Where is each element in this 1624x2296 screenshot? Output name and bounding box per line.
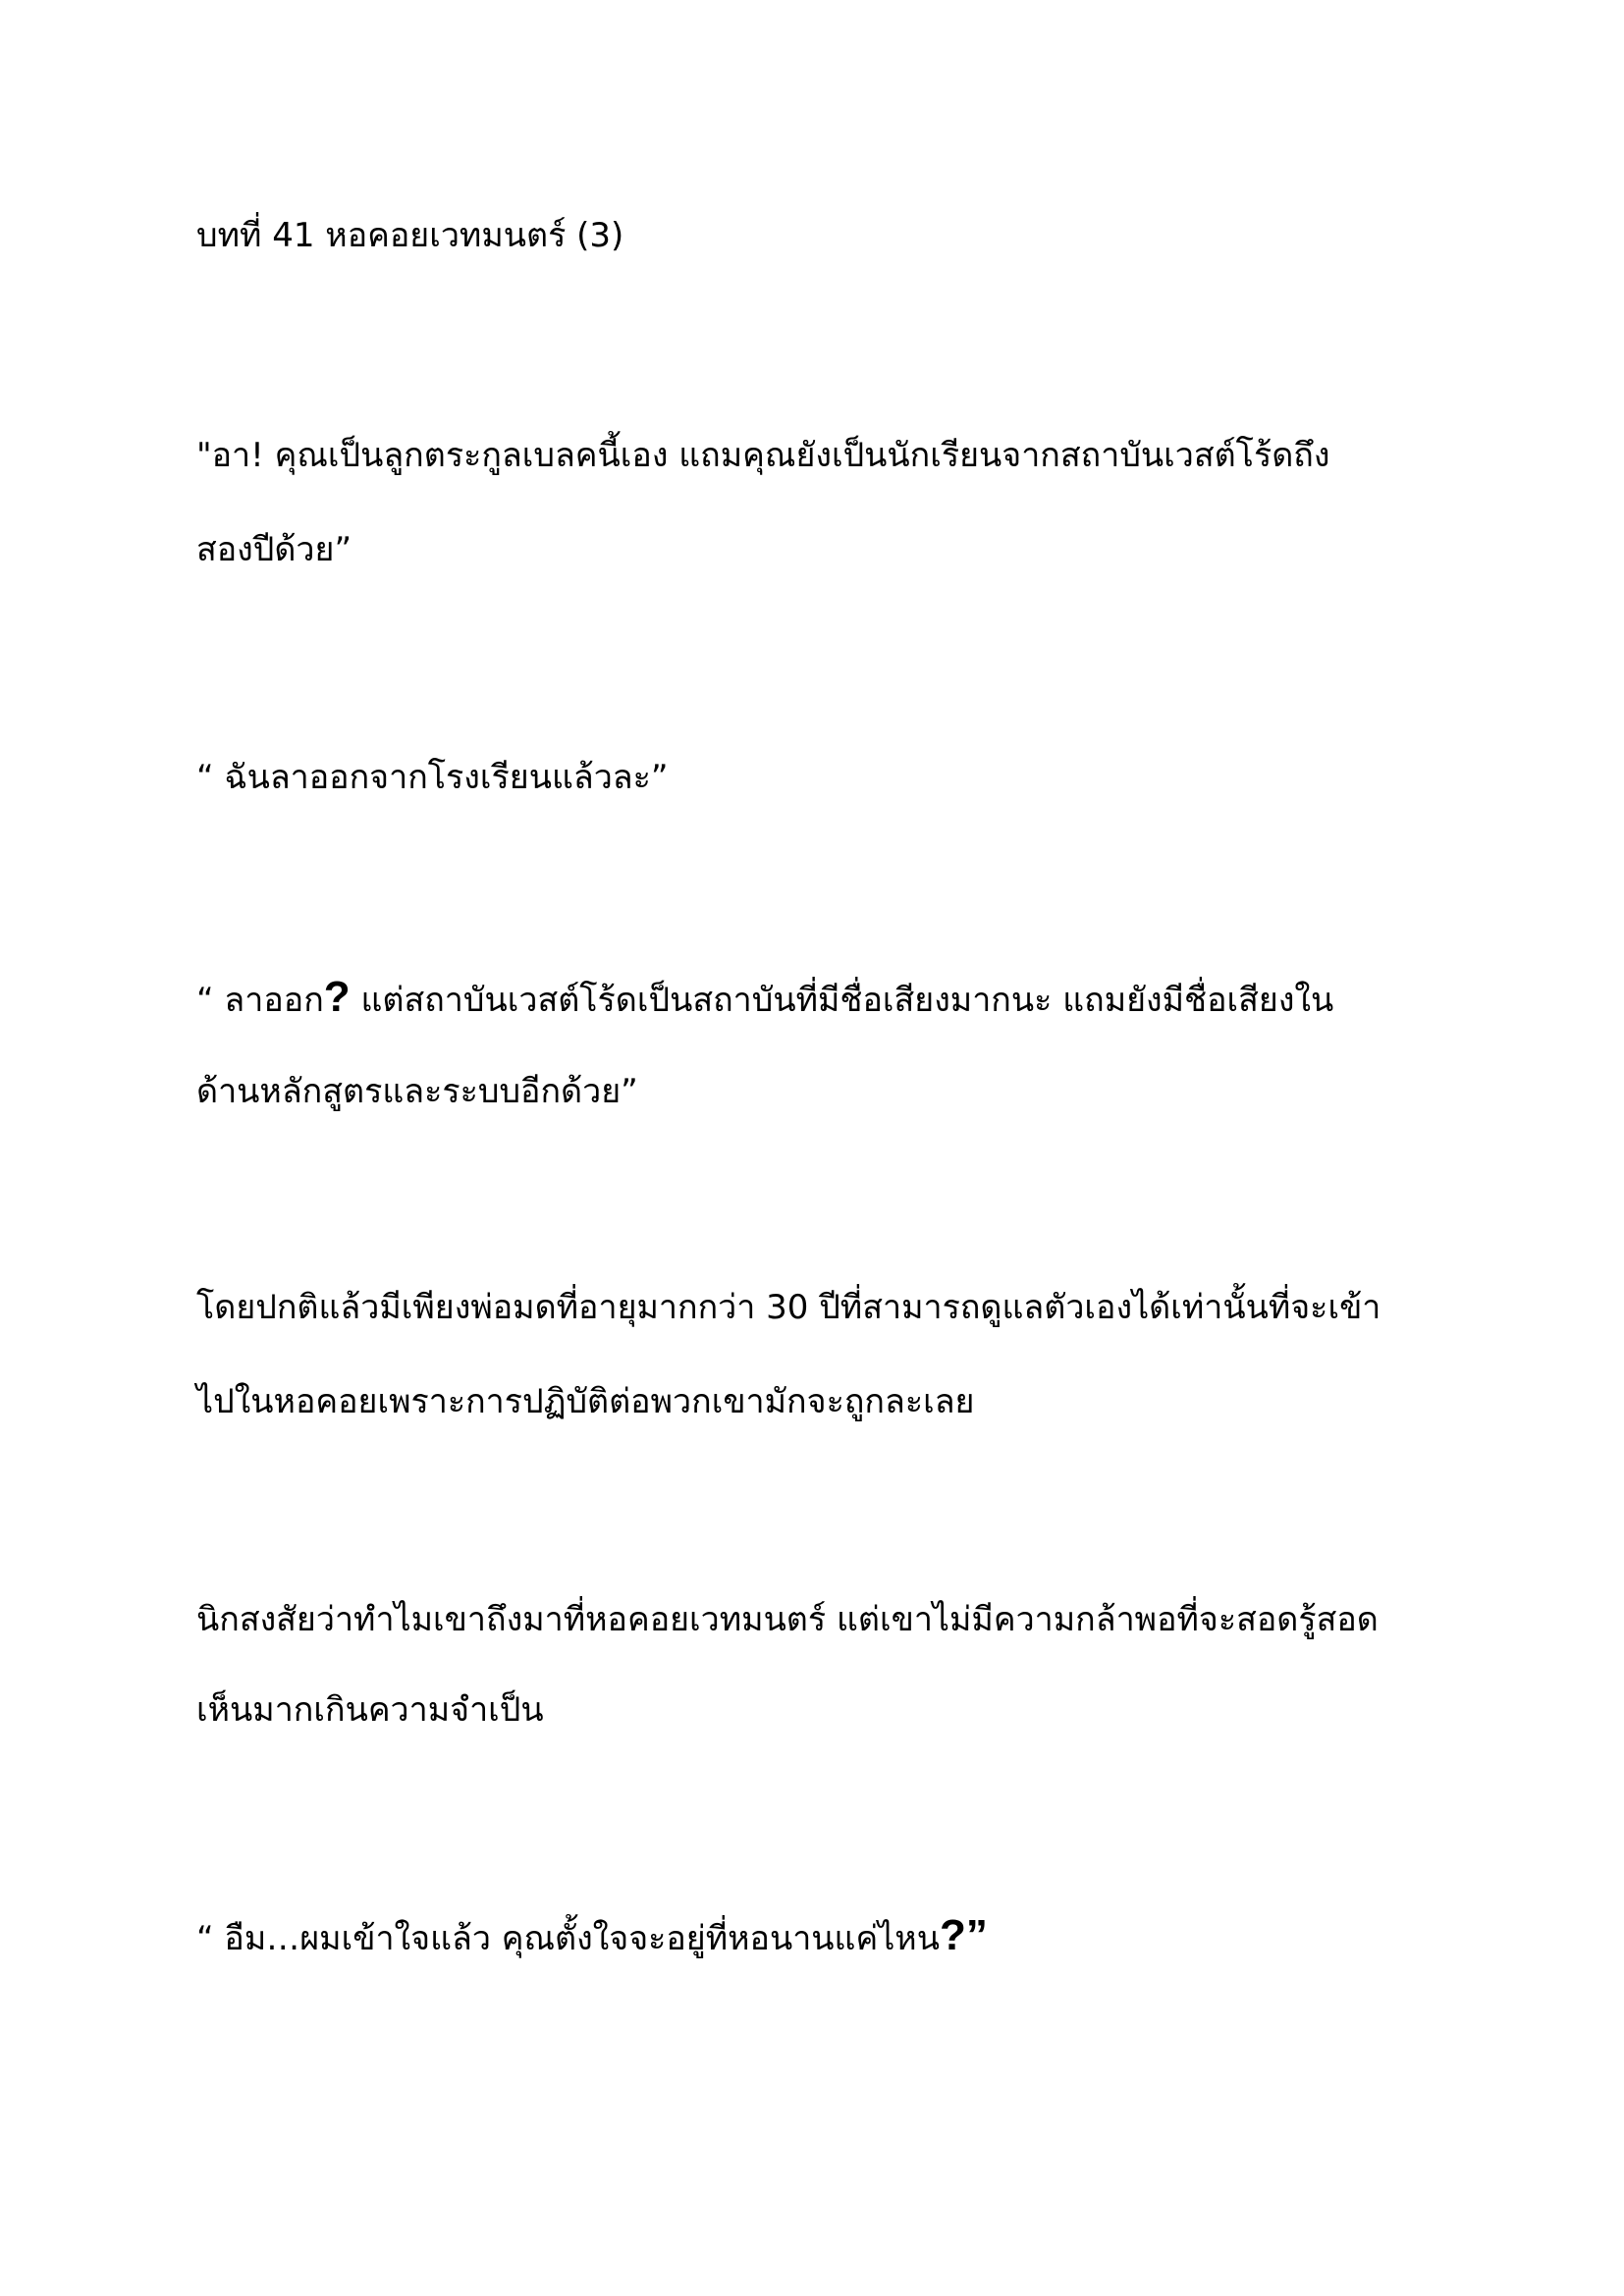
paragraph-1-line-2: สองปีด้วย”	[196, 530, 352, 569]
paragraph-4-line-2: ไปในหอคอยเพราะการปฏิบัติต่อพวกเขามักจะถูกละเลย	[196, 1382, 975, 1421]
question-mark: ?	[323, 973, 351, 1021]
paragraph-2-line-1: “ ฉันลาออกจากโรงเรียนแล้วละ”	[196, 758, 669, 797]
paragraph-5-line-2: เห็นมากเกินความจำเป็น	[196, 1690, 544, 1730]
paragraph-4-line-1: โดยปกติแล้วมีเพียงพ่อมดที่อายุมากกว่า 30 ปีที่สามารถดูแลตัวเองได้เท่านั้นที่จะเข้า	[196, 1288, 1381, 1327]
paragraph-3-line-2: ด้านหลักสูตรและระบบอีกด้วย”	[196, 1072, 638, 1111]
paragraph-3-text-after: แต่สถาบันเวสต์โร้ดเป็นสถาบันที่มีชื่อเสียงมากนะ แถมยังมีชื่อเสียงใน	[350, 981, 1334, 1020]
paragraph-5-line-1: นิกสงสัยว่าทำไมเขาถึงมาที่หอคอยเวทมนตร์ แต่เขาไม่มีความกล้าพอที่จะสอดรู้สอด	[196, 1600, 1379, 1639]
paragraph-6-text-before: “ อืม…ผมเข้าใจแล้ว คุณตั้งใจจะอยู่ที่หอนานแค่ไหน	[196, 1919, 940, 1958]
paragraph-3-text-before: “ ลาออก	[196, 981, 324, 1020]
question-mark-closing-quote: ?”	[939, 1911, 988, 1959]
chapter-title: บทที่ 41 หอคอยเวทมนตร์ (3)	[196, 216, 624, 255]
paragraph-3-line-1	[196, 973, 1334, 1022]
paragraph-1-line-1: "อา! คุณเป็นลูกตระกูลเบลคนี้เอง แถมคุณยังเป็นนักเรียนจากสถาบันเวสต์โร้ดถึง	[196, 436, 1330, 475]
paragraph-6-line-1	[196, 1911, 988, 1960]
